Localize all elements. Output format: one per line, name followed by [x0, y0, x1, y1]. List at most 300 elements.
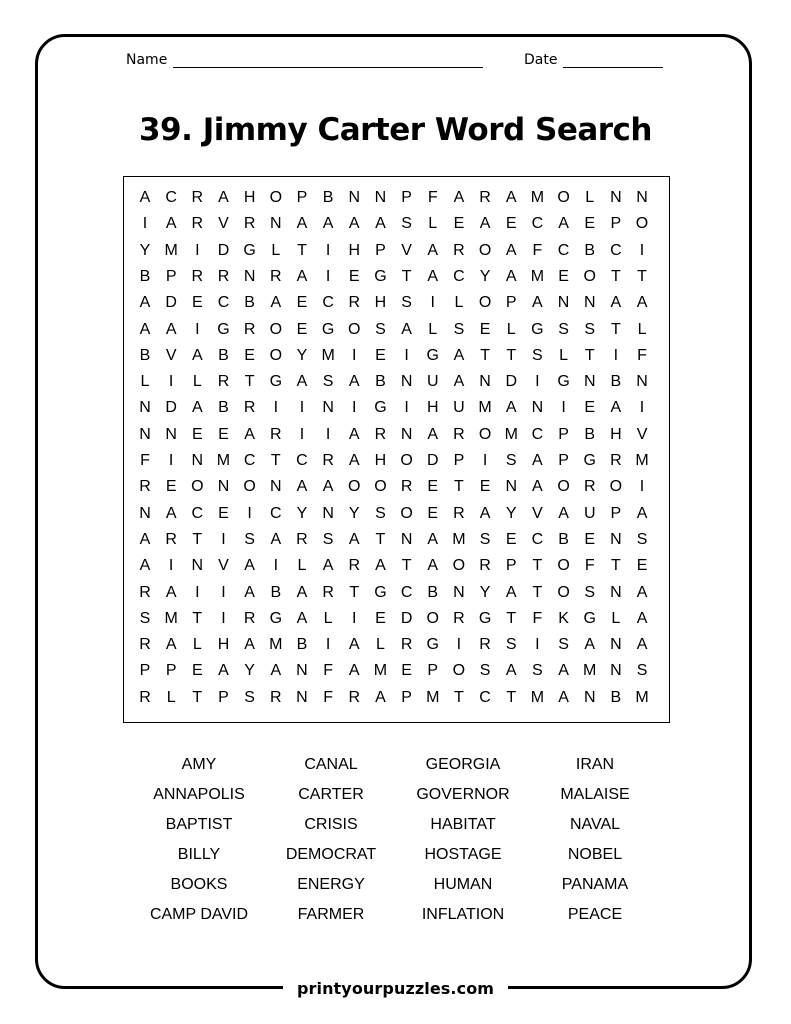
grid-letter[interactable]: D: [217, 241, 230, 259]
grid-letter[interactable]: T: [244, 373, 255, 391]
grid-letter[interactable]: A: [296, 215, 308, 233]
grid-letter[interactable]: A: [375, 688, 386, 706]
grid-letter[interactable]: I: [299, 399, 305, 417]
grid-letter[interactable]: S: [532, 662, 543, 680]
grid-letter[interactable]: T: [192, 530, 203, 548]
grid-letter[interactable]: I: [195, 241, 200, 259]
grid-letter[interactable]: H: [374, 452, 387, 469]
grid-letter[interactable]: O: [400, 452, 413, 469]
grid-letter[interactable]: E: [244, 346, 255, 364]
grid-letter[interactable]: A: [427, 241, 439, 259]
grid-letter[interactable]: B: [139, 267, 151, 285]
grid-letter[interactable]: R: [610, 452, 622, 469]
grid-letter[interactable]: R: [165, 530, 177, 548]
grid-letter[interactable]: S: [401, 294, 412, 312]
grid-letter[interactable]: A: [636, 609, 648, 627]
grid-letter[interactable]: U: [453, 399, 465, 417]
grid-letter[interactable]: A: [427, 530, 439, 548]
grid-letter[interactable]: O: [452, 662, 466, 680]
grid-letter[interactable]: N: [453, 583, 465, 601]
grid-letter[interactable]: A: [296, 267, 308, 285]
grid-letter[interactable]: R: [479, 189, 491, 206]
grid-letter[interactable]: T: [375, 530, 386, 548]
grid-letter[interactable]: A: [322, 557, 334, 575]
grid-letter[interactable]: O: [400, 504, 413, 522]
grid-letter[interactable]: S: [139, 609, 151, 627]
grid-letter[interactable]: T: [610, 320, 621, 338]
grid-letter[interactable]: S: [479, 662, 491, 680]
grid-letter[interactable]: T: [454, 688, 464, 706]
grid-letter[interactable]: T: [584, 346, 595, 364]
grid-letter[interactable]: A: [165, 320, 177, 338]
grid-letter[interactable]: M: [373, 662, 388, 680]
grid-letter[interactable]: B: [218, 346, 229, 364]
grid-letter[interactable]: H: [217, 636, 230, 654]
grid-letter[interactable]: A: [584, 636, 596, 654]
grid-letter[interactable]: R: [139, 688, 151, 706]
grid-letter[interactable]: B: [558, 530, 569, 548]
grid-letter[interactable]: B: [427, 583, 439, 601]
grid-letter[interactable]: A: [218, 189, 229, 206]
grid-letter[interactable]: A: [322, 478, 334, 496]
grid-letter[interactable]: A: [244, 583, 255, 601]
grid-letter[interactable]: A: [296, 583, 308, 601]
grid-letter[interactable]: R: [322, 583, 334, 601]
grid-letter[interactable]: S: [532, 346, 543, 364]
grid-letter[interactable]: R: [348, 557, 361, 575]
grid-letter[interactable]: P: [139, 662, 151, 680]
grid-letter[interactable]: S: [401, 215, 412, 233]
grid-letter[interactable]: E: [191, 662, 203, 680]
grid-letter[interactable]: Y: [479, 267, 491, 285]
grid-letter[interactable]: Y: [479, 583, 491, 601]
grid-letter[interactable]: O: [557, 478, 570, 496]
grid-letter[interactable]: N: [479, 373, 491, 391]
grid-letter[interactable]: I: [404, 399, 409, 417]
grid-letter[interactable]: N: [583, 688, 596, 706]
grid-letter[interactable]: R: [400, 636, 413, 654]
grid-letter[interactable]: A: [505, 399, 517, 417]
grid-letter[interactable]: A: [348, 425, 360, 443]
grid-letter[interactable]: A: [139, 320, 151, 338]
grid-letter[interactable]: R: [453, 504, 465, 522]
grid-letter[interactable]: M: [635, 688, 649, 706]
grid-letter[interactable]: S: [244, 530, 255, 548]
grid-letter[interactable]: I: [273, 399, 279, 417]
grid-letter[interactable]: N: [165, 425, 177, 443]
grid-letter[interactable]: B: [218, 399, 229, 417]
grid-letter[interactable]: M: [321, 346, 335, 364]
grid-letter[interactable]: B: [610, 688, 622, 706]
grid-letter[interactable]: C: [165, 189, 177, 206]
grid-letter[interactable]: S: [322, 530, 334, 548]
grid-letter[interactable]: A: [244, 636, 255, 654]
grid-letter[interactable]: P: [610, 504, 622, 522]
grid-letter[interactable]: L: [271, 241, 281, 259]
grid-letter[interactable]: I: [195, 583, 200, 601]
grid-letter[interactable]: E: [636, 557, 648, 575]
grid-letter[interactable]: S: [375, 504, 386, 522]
grid-letter[interactable]: O: [191, 478, 204, 496]
grid-letter[interactable]: T: [480, 346, 490, 364]
grid-letter[interactable]: A: [636, 294, 648, 312]
grid-letter[interactable]: F: [140, 452, 150, 469]
grid-letter[interactable]: L: [192, 373, 202, 391]
grid-letter[interactable]: L: [637, 320, 647, 338]
grid-letter[interactable]: C: [557, 241, 570, 259]
grid-letter[interactable]: O: [478, 294, 492, 312]
grid-letter[interactable]: A: [296, 373, 308, 391]
grid-letter[interactable]: A: [636, 583, 648, 601]
grid-letter[interactable]: N: [400, 530, 413, 548]
grid-letter[interactable]: M: [269, 636, 283, 654]
grid-letter[interactable]: A: [427, 267, 439, 285]
grid-letter[interactable]: F: [532, 241, 543, 259]
grid-letter[interactable]: A: [558, 688, 569, 706]
grid-letter[interactable]: A: [610, 294, 622, 312]
grid-letter[interactable]: A: [165, 583, 177, 601]
grid-letter[interactable]: E: [218, 504, 229, 522]
grid-letter[interactable]: R: [191, 189, 204, 206]
grid-letter[interactable]: G: [583, 609, 596, 627]
grid-letter[interactable]: U: [426, 373, 439, 391]
grid-letter[interactable]: G: [269, 373, 283, 391]
grid-letter[interactable]: R: [453, 609, 465, 627]
grid-letter[interactable]: N: [636, 189, 648, 206]
grid-letter[interactable]: L: [166, 688, 176, 706]
grid-letter[interactable]: C: [191, 504, 204, 522]
grid-letter[interactable]: N: [296, 688, 308, 706]
grid-letter[interactable]: D: [165, 294, 177, 312]
grid-letter[interactable]: G: [531, 320, 544, 338]
grid-letter[interactable]: U: [583, 504, 596, 522]
grid-letter[interactable]: G: [478, 609, 492, 627]
grid-letter[interactable]: A: [139, 294, 151, 312]
grid-letter[interactable]: I: [325, 636, 331, 654]
grid-letter[interactable]: L: [428, 215, 438, 233]
grid-letter[interactable]: T: [297, 241, 307, 259]
date-line[interactable]: [563, 53, 663, 68]
grid-letter[interactable]: L: [428, 320, 438, 338]
grid-letter[interactable]: T: [532, 557, 543, 575]
grid-letter[interactable]: I: [613, 346, 619, 364]
grid-letter[interactable]: R: [243, 399, 256, 417]
grid-letter[interactable]: A: [479, 215, 491, 233]
grid-letter[interactable]: P: [558, 425, 569, 443]
grid-letter[interactable]: I: [247, 504, 252, 522]
grid-letter[interactable]: F: [323, 662, 333, 680]
grid-letter[interactable]: A: [505, 662, 517, 680]
grid-letter[interactable]: H: [243, 189, 256, 206]
grid-letter[interactable]: F: [584, 557, 595, 575]
grid-letter[interactable]: M: [530, 688, 545, 706]
grid-letter[interactable]: N: [400, 373, 413, 391]
grid-letter[interactable]: A: [558, 215, 569, 233]
grid-letter[interactable]: A: [532, 478, 543, 496]
grid-letter[interactable]: S: [453, 320, 465, 338]
grid-letter[interactable]: E: [375, 609, 386, 627]
grid-letter[interactable]: E: [165, 478, 177, 496]
grid-letter[interactable]: B: [244, 294, 255, 312]
grid-letter[interactable]: V: [532, 504, 543, 522]
grid-letter[interactable]: A: [505, 583, 517, 601]
grid-letter[interactable]: A: [270, 294, 282, 312]
grid-letter[interactable]: I: [404, 346, 409, 364]
grid-letter[interactable]: T: [349, 583, 360, 601]
grid-letter[interactable]: L: [192, 636, 202, 654]
grid-letter[interactable]: Y: [348, 504, 360, 522]
grid-letter[interactable]: R: [479, 557, 491, 575]
grid-letter[interactable]: E: [191, 294, 203, 312]
grid-letter[interactable]: T: [270, 452, 281, 469]
grid-letter[interactable]: R: [217, 267, 230, 285]
grid-letter[interactable]: K: [558, 609, 569, 627]
grid-letter[interactable]: A: [505, 189, 517, 206]
grid-letter[interactable]: N: [505, 478, 518, 496]
grid-letter[interactable]: C: [322, 294, 334, 312]
grid-letter[interactable]: S: [505, 636, 517, 654]
grid-letter[interactable]: T: [506, 609, 517, 627]
grid-letter[interactable]: A: [296, 478, 308, 496]
grid-letter[interactable]: I: [430, 294, 435, 312]
grid-letter[interactable]: L: [375, 636, 385, 654]
grid-letter[interactable]: C: [531, 215, 544, 233]
grid-letter[interactable]: B: [296, 636, 308, 654]
grid-letter[interactable]: E: [584, 399, 596, 417]
grid-letter[interactable]: L: [454, 294, 464, 312]
grid-letter[interactable]: E: [479, 478, 491, 496]
grid-letter[interactable]: A: [505, 267, 517, 285]
grid-letter[interactable]: M: [426, 688, 440, 706]
grid-letter[interactable]: R: [217, 373, 230, 391]
grid-letter[interactable]: B: [270, 583, 282, 601]
grid-letter[interactable]: A: [218, 662, 229, 680]
grid-letter[interactable]: O: [374, 478, 387, 496]
grid-letter[interactable]: B: [322, 189, 334, 206]
grid-letter[interactable]: A: [322, 215, 334, 233]
grid-letter[interactable]: I: [221, 583, 226, 601]
grid-letter[interactable]: Y: [296, 346, 308, 364]
grid-letter[interactable]: O: [426, 609, 439, 627]
grid-letter[interactable]: I: [561, 399, 566, 417]
grid-letter[interactable]: P: [427, 662, 439, 680]
grid-letter[interactable]: I: [325, 425, 331, 443]
grid-letter[interactable]: S: [322, 373, 334, 391]
grid-letter[interactable]: C: [400, 583, 413, 601]
grid-letter[interactable]: A: [636, 636, 648, 654]
grid-letter[interactable]: A: [191, 346, 203, 364]
grid-letter[interactable]: A: [558, 662, 569, 680]
grid-letter[interactable]: A: [532, 452, 543, 469]
grid-letter[interactable]: N: [400, 425, 413, 443]
grid-letter[interactable]: A: [139, 530, 151, 548]
grid-letter[interactable]: N: [583, 373, 596, 391]
grid-letter[interactable]: I: [168, 452, 174, 469]
grid-letter[interactable]: M: [504, 425, 518, 443]
grid-letter[interactable]: N: [322, 399, 334, 417]
grid-letter[interactable]: M: [583, 662, 597, 680]
grid-letter[interactable]: E: [401, 662, 412, 680]
grid-letter[interactable]: F: [532, 609, 543, 627]
grid-letter[interactable]: Y: [139, 241, 151, 259]
grid-letter[interactable]: I: [352, 399, 357, 417]
grid-letter[interactable]: N: [296, 662, 308, 680]
grid-letter[interactable]: L: [297, 557, 307, 575]
grid-letter[interactable]: O: [243, 478, 256, 496]
grid-letter[interactable]: T: [401, 557, 412, 575]
grid-letter[interactable]: G: [243, 241, 256, 259]
grid-letter[interactable]: R: [139, 636, 151, 654]
grid-letter[interactable]: A: [348, 373, 360, 391]
grid-letter[interactable]: A: [453, 346, 465, 364]
grid-letter[interactable]: P: [610, 215, 622, 233]
grid-letter[interactable]: I: [352, 346, 357, 364]
grid-letter[interactable]: V: [218, 557, 229, 575]
grid-letter[interactable]: O: [452, 557, 466, 575]
grid-letter[interactable]: S: [505, 452, 517, 469]
grid-letter[interactable]: S: [584, 583, 596, 601]
grid-letter[interactable]: A: [296, 609, 308, 627]
grid-letter[interactable]: A: [453, 373, 465, 391]
grid-letter[interactable]: O: [557, 583, 570, 601]
grid-letter[interactable]: N: [243, 267, 256, 285]
grid-letter[interactable]: N: [191, 557, 204, 575]
grid-letter[interactable]: G: [321, 320, 335, 338]
grid-letter[interactable]: N: [610, 583, 622, 601]
grid-letter[interactable]: N: [610, 530, 622, 548]
grid-letter[interactable]: D: [505, 373, 518, 391]
grid-letter[interactable]: O: [478, 241, 492, 259]
grid-letter[interactable]: O: [609, 478, 623, 496]
grid-letter[interactable]: I: [195, 320, 200, 338]
grid-letter[interactable]: A: [505, 241, 517, 259]
grid-letter[interactable]: N: [636, 373, 648, 391]
grid-letter[interactable]: N: [270, 478, 282, 496]
grid-letter[interactable]: R: [322, 452, 334, 469]
grid-letter[interactable]: I: [639, 478, 645, 496]
grid-letter[interactable]: N: [217, 478, 230, 496]
grid-letter[interactable]: E: [453, 215, 465, 233]
grid-letter[interactable]: A: [427, 557, 439, 575]
grid-letter[interactable]: R: [191, 215, 204, 233]
grid-letter[interactable]: C: [531, 530, 544, 548]
grid-letter[interactable]: O: [348, 320, 361, 338]
grid-letter[interactable]: P: [218, 688, 229, 706]
grid-letter[interactable]: G: [426, 636, 439, 654]
grid-letter[interactable]: O: [269, 346, 283, 364]
grid-letter[interactable]: I: [273, 557, 279, 575]
grid-letter[interactable]: N: [610, 662, 622, 680]
grid-letter[interactable]: R: [453, 425, 465, 443]
grid-letter[interactable]: G: [583, 452, 596, 469]
grid-letter[interactable]: R: [243, 320, 256, 338]
grid-letter[interactable]: N: [322, 504, 334, 522]
grid-letter[interactable]: M: [530, 189, 545, 206]
grid-letter[interactable]: E: [584, 215, 596, 233]
grid-letter[interactable]: I: [325, 267, 331, 285]
grid-letter[interactable]: O: [583, 267, 596, 285]
grid-letter[interactable]: M: [216, 452, 231, 469]
grid-letter[interactable]: S: [244, 688, 255, 706]
grid-letter[interactable]: A: [558, 504, 569, 522]
grid-letter[interactable]: E: [296, 320, 308, 338]
grid-letter[interactable]: C: [610, 241, 622, 259]
grid-letter[interactable]: S: [636, 530, 648, 548]
grid-letter[interactable]: N: [583, 294, 596, 312]
grid-letter[interactable]: A: [479, 504, 491, 522]
grid-letter[interactable]: A: [610, 399, 622, 417]
grid-letter[interactable]: O: [635, 215, 649, 233]
grid-letter[interactable]: T: [454, 478, 464, 496]
grid-letter[interactable]: T: [192, 609, 203, 627]
grid-letter[interactable]: A: [401, 320, 412, 338]
grid-letter[interactable]: E: [427, 504, 439, 522]
grid-letter[interactable]: M: [478, 399, 492, 417]
grid-letter[interactable]: M: [635, 452, 649, 469]
grid-letter[interactable]: O: [557, 557, 570, 575]
grid-letter[interactable]: N: [191, 452, 204, 469]
grid-letter[interactable]: P: [558, 452, 569, 469]
grid-letter[interactable]: E: [505, 530, 517, 548]
grid-letter[interactable]: B: [139, 346, 151, 364]
grid-letter[interactable]: A: [636, 504, 648, 522]
grid-letter[interactable]: I: [535, 636, 540, 654]
grid-letter[interactable]: M: [164, 609, 178, 627]
grid-letter[interactable]: D: [400, 609, 413, 627]
grid-letter[interactable]: A: [375, 215, 386, 233]
grid-letter[interactable]: E: [218, 425, 229, 443]
grid-letter[interactable]: N: [374, 189, 387, 206]
grid-letter[interactable]: E: [348, 267, 360, 285]
grid-letter[interactable]: T: [610, 267, 621, 285]
grid-letter[interactable]: E: [427, 478, 439, 496]
grid-letter[interactable]: Y: [505, 504, 517, 522]
grid-letter[interactable]: G: [269, 609, 283, 627]
grid-letter[interactable]: R: [583, 478, 596, 496]
grid-letter[interactable]: A: [348, 452, 360, 469]
grid-letter[interactable]: S: [584, 320, 596, 338]
grid-letter[interactable]: G: [374, 583, 387, 601]
grid-letter[interactable]: P: [453, 452, 465, 469]
grid-letter[interactable]: S: [636, 662, 648, 680]
name-line[interactable]: [173, 53, 483, 68]
grid-letter[interactable]: R: [243, 609, 256, 627]
grid-letter[interactable]: L: [585, 189, 595, 206]
grid-letter[interactable]: E: [558, 267, 569, 285]
grid-letter[interactable]: P: [505, 294, 517, 312]
grid-letter[interactable]: V: [636, 425, 648, 443]
grid-letter[interactable]: O: [348, 478, 361, 496]
grid-letter[interactable]: B: [610, 373, 622, 391]
grid-letter[interactable]: D: [165, 399, 177, 417]
grid-letter[interactable]: R: [400, 478, 413, 496]
grid-letter[interactable]: P: [401, 189, 412, 206]
grid-letter[interactable]: C: [270, 504, 282, 522]
grid-letter[interactable]: A: [139, 557, 151, 575]
grid-letter[interactable]: R: [270, 425, 282, 443]
grid-letter[interactable]: A: [165, 636, 177, 654]
grid-letter[interactable]: A: [270, 530, 282, 548]
grid-letter[interactable]: E: [296, 294, 308, 312]
grid-letter[interactable]: T: [532, 583, 543, 601]
grid-letter[interactable]: S: [558, 636, 569, 654]
grid-letter[interactable]: G: [374, 399, 387, 417]
grid-letter[interactable]: P: [505, 557, 517, 575]
grid-letter[interactable]: R: [348, 688, 361, 706]
grid-letter[interactable]: A: [453, 189, 465, 206]
grid-letter[interactable]: A: [532, 294, 543, 312]
grid-letter[interactable]: N: [610, 636, 622, 654]
